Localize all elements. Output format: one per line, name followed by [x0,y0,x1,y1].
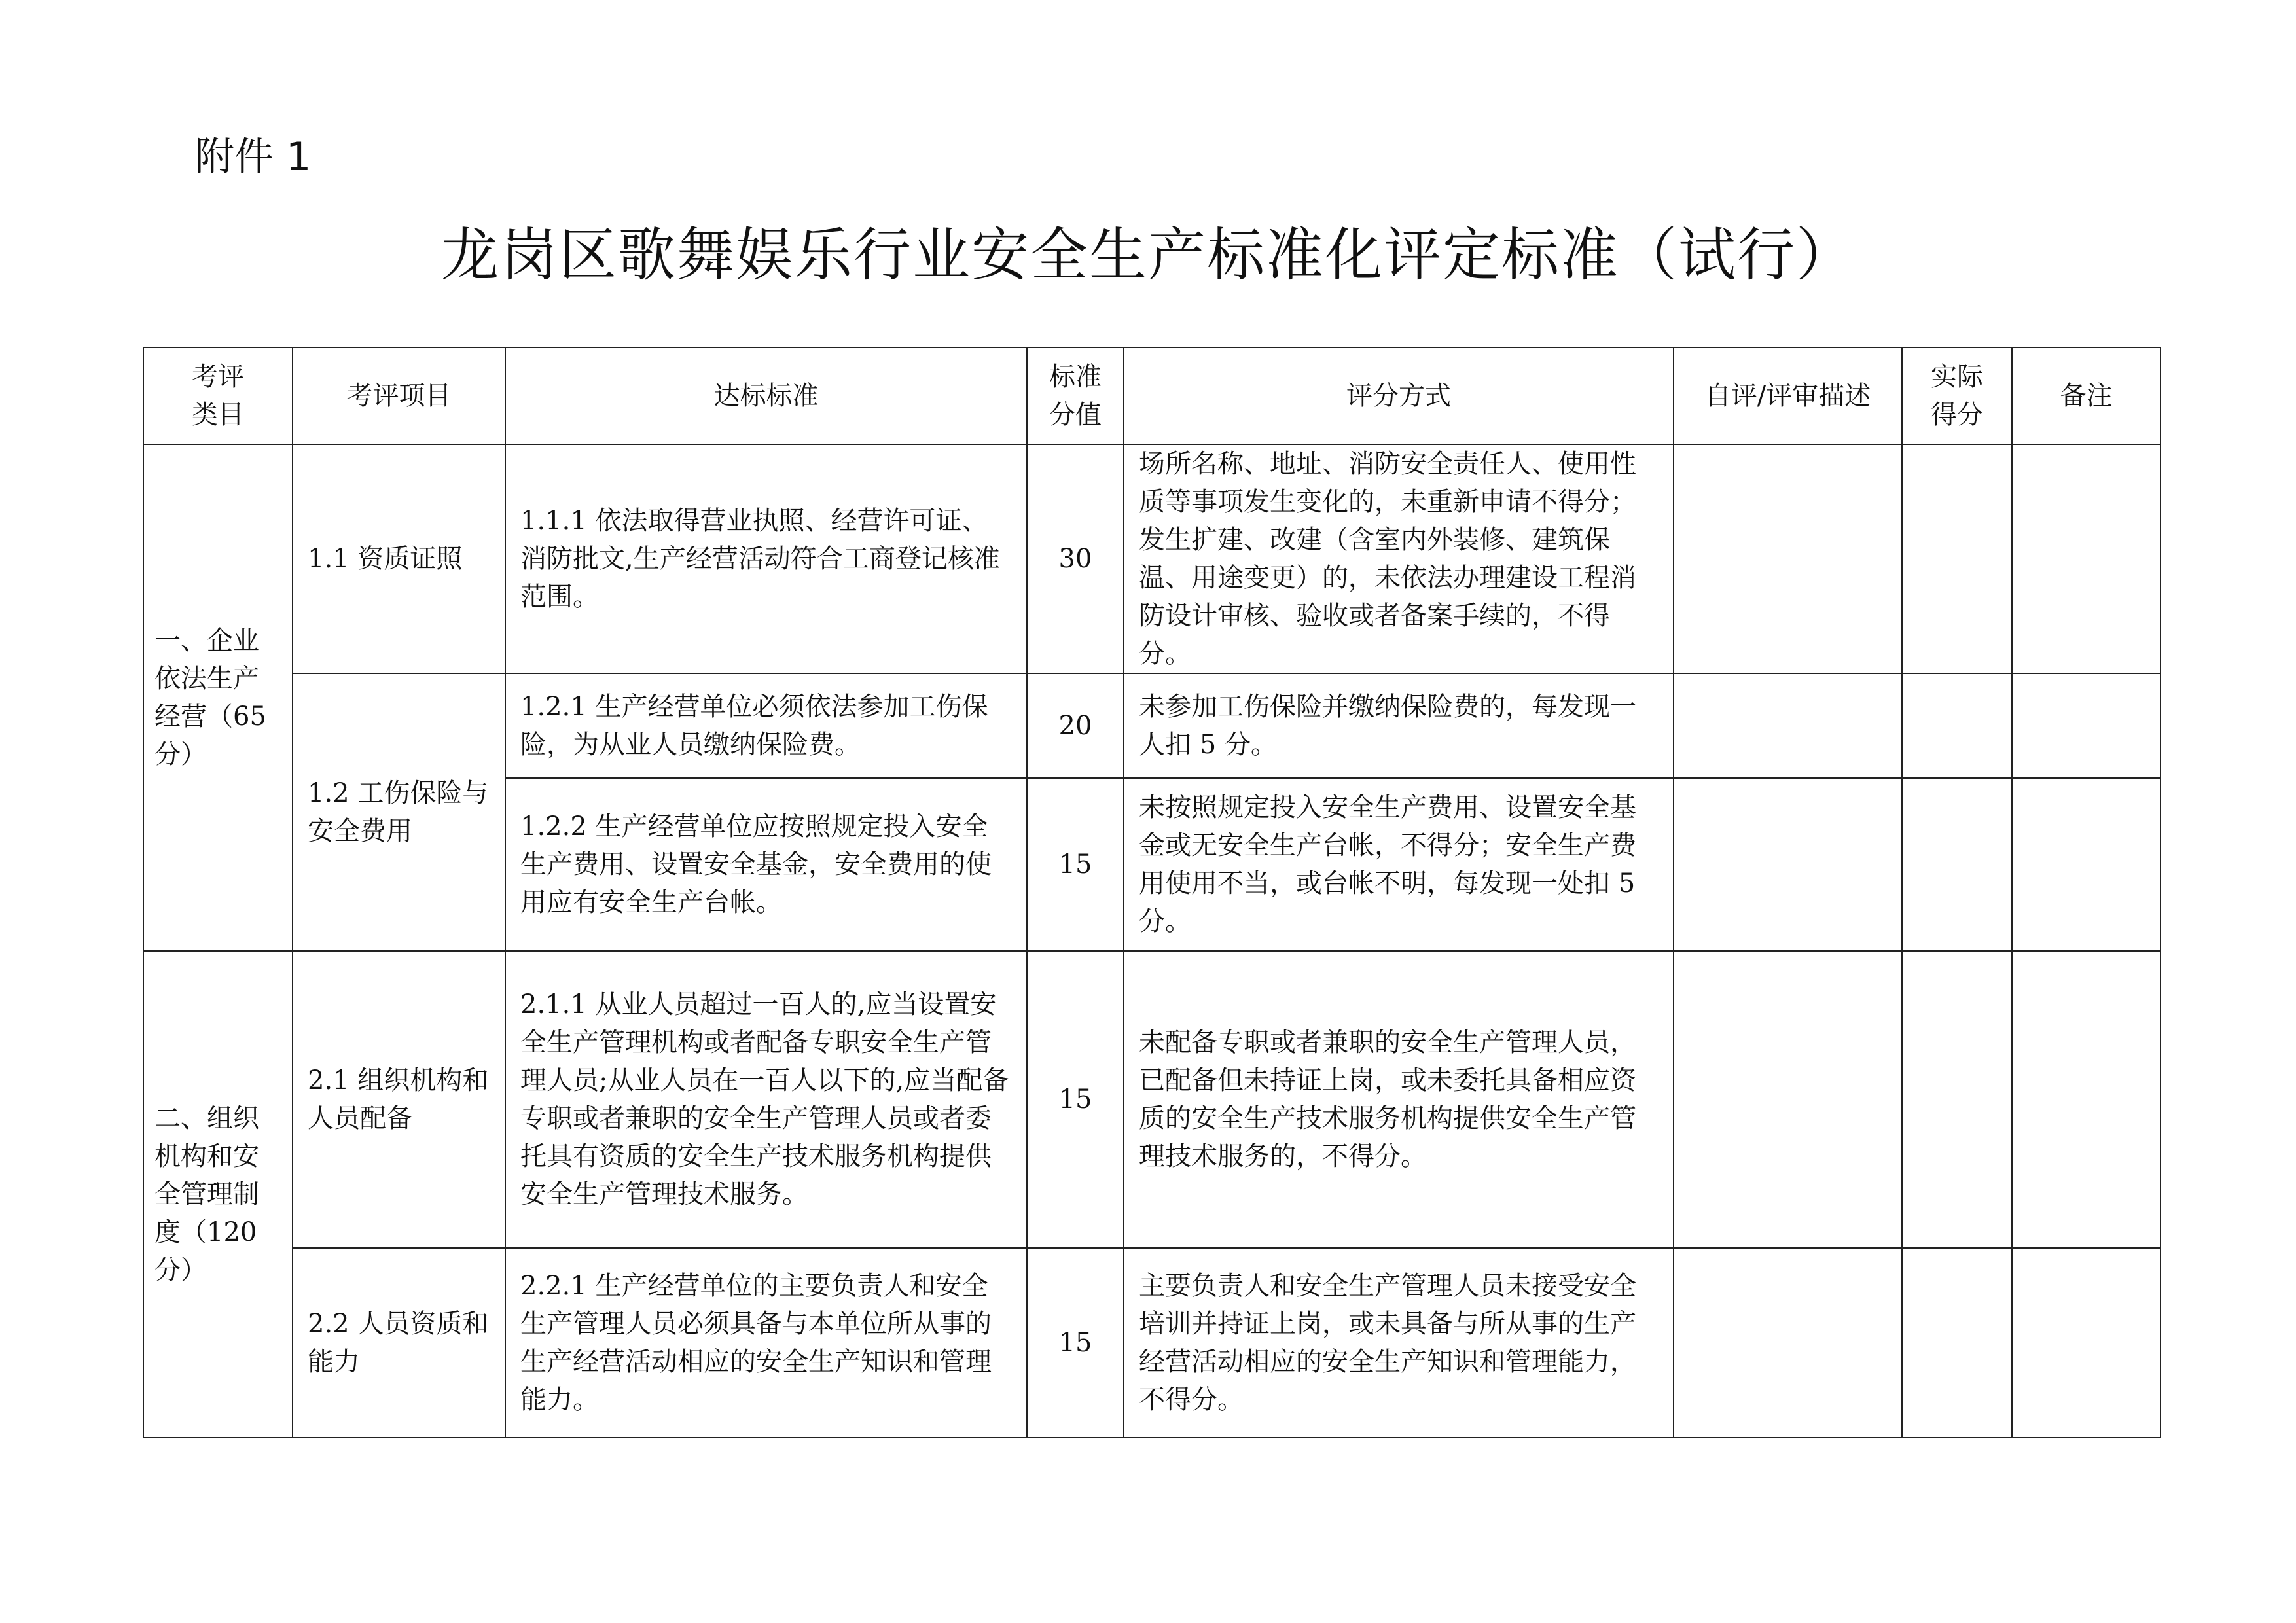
self-review-cell[interactable] [1674,951,1902,1248]
actual-score-cell[interactable] [1902,951,2012,1248]
standard-cell: 1.1.1 依法取得营业执照、经营许可证、消防批文,生产经营活动符合工商登记核准范围。 [505,444,1027,673]
item-cell: 1.2 工伤保险与安全费用 [293,673,505,951]
header-actual-score: 实际 得分 [1902,348,2012,444]
standard-cell: 1.2.1 生产经营单位必须依法参加工伤保险，为从业人员缴纳保险费。 [505,673,1027,778]
score-cell: 20 [1027,673,1124,778]
self-review-cell[interactable] [1674,778,1902,951]
item-cell: 2.1 组织机构和人员配备 [293,951,505,1248]
remark-cell[interactable] [2012,1248,2161,1438]
method-cell: 未参加工伤保险并缴纳保险费的，每发现一人扣 5 分。 [1124,673,1674,778]
actual-score-cell[interactable] [1902,673,2012,778]
header-category: 考评 类目 [143,348,293,444]
item-cell: 1.1 资质证照 [293,444,505,673]
actual-score-cell[interactable] [1902,778,2012,951]
remark-cell[interactable] [2012,673,2161,778]
method-cell: 未配备专职或者兼职的安全生产管理人员，已配备但未持证上岗，或未委托具备相应资质的安全生产技术服务机构提供安全生产管理技术服务的，不得分。 [1124,951,1674,1248]
method-cell: 场所名称、地址、消防安全责任人、使用性质等事项发生变化的，未重新申请不得分；发生扩建、改建（含室内外装修、建筑保温、用途变更）的，未依法办理建设工程消防设计审核、验收或者备案手续的，不得分。 [1124,444,1674,673]
remark-cell[interactable] [2012,951,2161,1248]
remark-cell[interactable] [2012,778,2161,951]
remark-cell[interactable] [2012,444,2161,673]
table-row [143,951,2161,1248]
actual-score-cell[interactable] [1902,1248,2012,1438]
method-cell: 未按照规定投入安全生产费用、设置安全基金或无安全生产台帐，不得分；安全生产费用使用不当，或台帐不明，每发现一处扣 5 分。 [1124,778,1674,951]
document-title: 龙岗区歌舞娱乐行业安全生产标准化评定标准（试行） [440,221,1855,289]
header-item: 考评项目 [293,348,505,444]
header-self-review: 自评/评审描述 [1674,348,1902,444]
score-cell: 30 [1027,444,1124,673]
self-review-cell[interactable] [1674,1248,1902,1438]
evaluation-table [143,347,2161,1438]
score-cell: 15 [1027,778,1124,951]
self-review-cell[interactable] [1674,673,1902,778]
self-review-cell[interactable] [1674,444,1902,673]
header-method: 评分方式 [1124,348,1674,444]
header-score: 标准 分值 [1027,348,1124,444]
actual-score-cell[interactable] [1902,444,2012,673]
header-standard: 达标标准 [505,348,1027,444]
item-cell: 2.2 人员资质和能力 [293,1248,505,1438]
table-row [143,673,2161,778]
table-row [143,444,2161,673]
header-remark: 备注 [2012,348,2161,444]
header-row [143,348,2161,444]
score-cell: 15 [1027,1248,1124,1438]
standard-cell: 2.1.1 从业人员超过一百人的,应当设置安全生产管理机构或者配备专职安全生产管理人员;从业人员在一百人以下的,应当配备专职或者兼职的安全生产管理人员或者委托具有资质的安全生产技术服务机构提供安全生产管理技术服务。 [505,951,1027,1248]
table-row [143,1248,2161,1438]
attachment-label: 附件 1 [195,134,312,180]
category-cell: 一、企业依法生产经营（65分） [143,444,293,951]
standard-cell: 1.2.2 生产经营单位应按照规定投入安全生产费用、设置安全基金，安全费用的使用应有安全生产台帐。 [505,778,1027,951]
method-cell: 主要负责人和安全生产管理人员未接受安全培训并持证上岗，或未具备与所从事的生产经营活动相应的安全生产知识和管理能力，不得分。 [1124,1248,1674,1438]
score-cell: 15 [1027,951,1124,1248]
category-cell: 二、组织机构和安全管理制度（120分） [143,951,293,1438]
standard-cell: 2.2.1 生产经营单位的主要负责人和安全生产管理人员必须具备与本单位所从事的生产经营活动相应的安全生产知识和管理能力。 [505,1248,1027,1438]
